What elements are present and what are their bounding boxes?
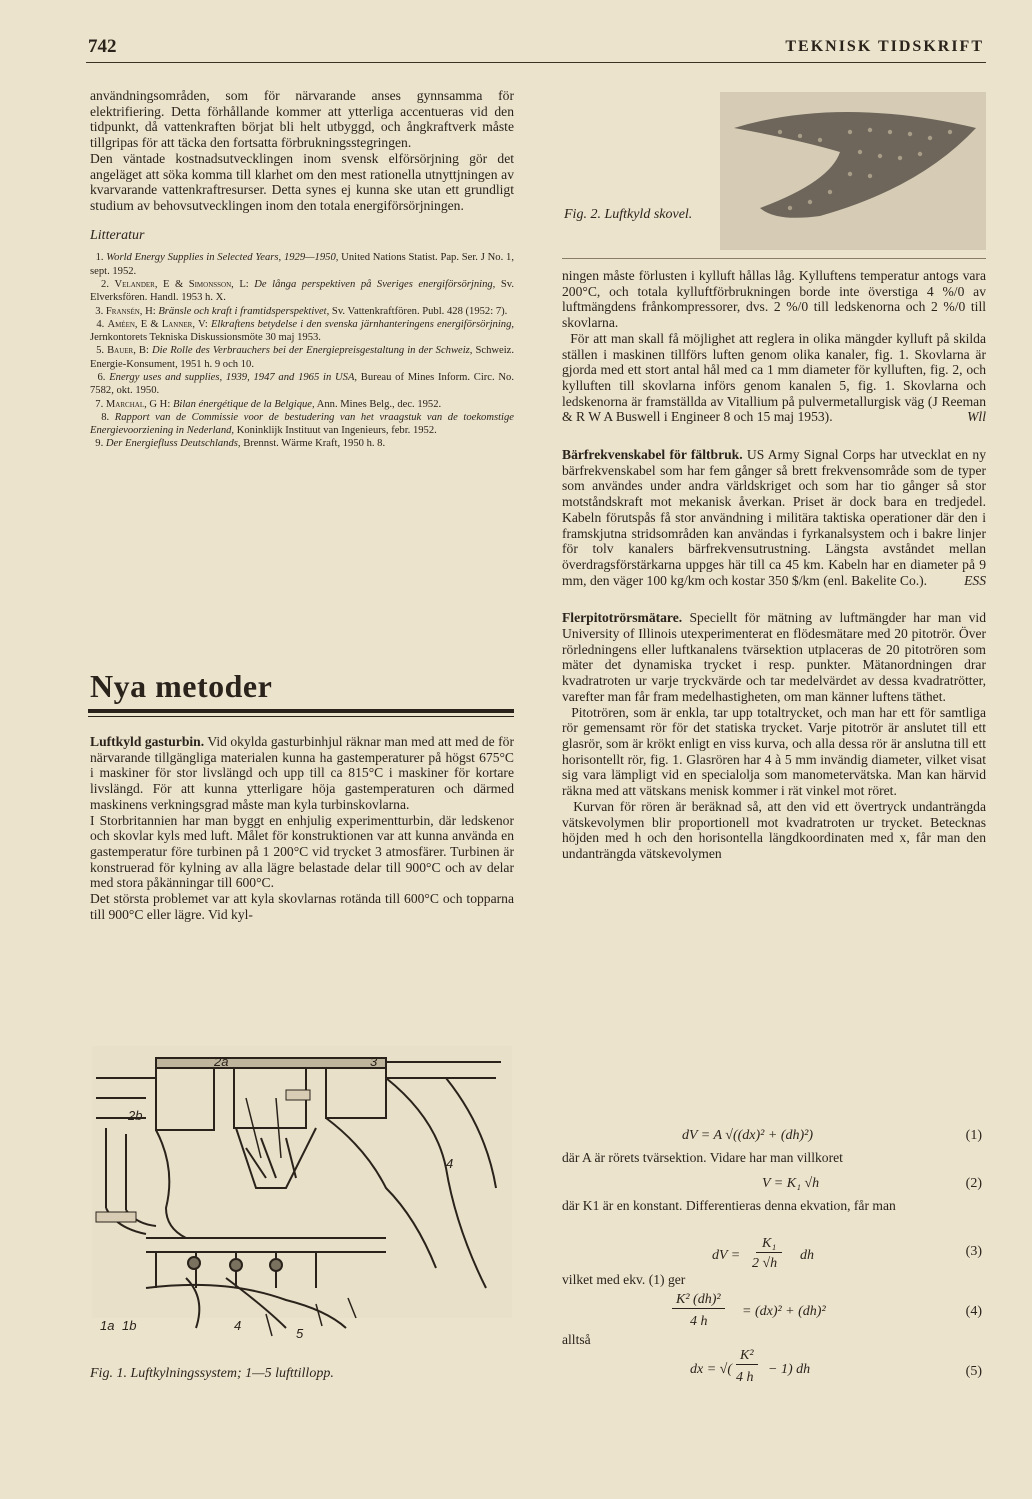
reference-number: 3. (90, 305, 106, 317)
fig1-label-4-bottom: 4 (234, 1318, 242, 1333)
reference-title: Energy uses and supplies, 1939, 1947 and 1965 in USA, (109, 372, 358, 383)
article1-title: Luftkyld gasturbin. (90, 734, 205, 749)
reference-item (90, 278, 514, 305)
article3-paragraph3: Kurvan för rören är beräknad så, att den vid ett övertryck undanträngda vätskevolymen blir proportionell mot kvadratroten ur trycket. Betecknas höjden med h och den horisontella längdkoordinaten med x, får man den undanträngda vätskevolymen (562, 798, 987, 861)
text-after-eq3: vilket med ekv. (1) ger (562, 1272, 686, 1287)
fig1-label-1b: 1b (122, 1318, 137, 1333)
equation-5-number: (5) (965, 1364, 982, 1379)
reference-title: Bränsle och kraft i framtidsperspektivet, (158, 305, 330, 317)
equation-1: dV = A √((dx)² + (dh)²) (1) (682, 1128, 982, 1143)
text-after-eq2: där K1 är en konstant. Differentieras denna ekvation, får man (562, 1198, 896, 1213)
reference-source: Sv. Elverksfören. Handl. 1953 h. X. (90, 278, 515, 304)
equation-3-number: (3) (965, 1244, 982, 1259)
figure-2-caption: Fig. 2. Luftkyld skovel. (564, 207, 693, 222)
reference-author: Marchal, G H: (105, 398, 173, 410)
reference-title: De långa perspektiven på Sveriges energiförsörjning, (254, 278, 496, 290)
equation-3: dV = K₁ 2 √h dh (3) (712, 1236, 982, 1271)
equation-2-number: (2) (965, 1176, 982, 1191)
reference-number: 1. (90, 252, 107, 264)
figure-2-separator (562, 258, 986, 259)
article-luftkyld-gasturbin (90, 734, 514, 922)
header-rule (86, 62, 986, 63)
reference-item (90, 371, 514, 398)
reference-source: Koninklijk Instituut van Ingenieurs, febr. 1952. (234, 425, 437, 437)
fig1-label-2a: 2a (214, 1054, 229, 1069)
reference-number: 4. (90, 318, 108, 330)
reference-item (90, 344, 514, 371)
reference-title: Die Rolle des Verbrauchers bei der Energiepreisgestaltung in der Schweiz, (151, 345, 473, 357)
article2-body: US Army Signal Corps har utvecklat en ny bärfrekvenskabel som har fem gånger så brett frekvensområde som de typer som användes under andra världskriget och som har tio gånger så stor motståndskraft mot mekanisk åverkan. Priset är dock bara en tredjedel. Kabeln förutspås få stor användning i militära taktiska operationer där den i framskjutna stridsområden kan användas i fyrkanalsystem och i bakre linjer för tolv kanalers bärfrekvensutrustning. Längsta avståndet mellan överdragsförstärkarna uppges här till ca 45 km. Kabeln har en diameter på 9 mm, den väger 100 kg/km och kostar 350 $/km (enl. Bakelite Co.). (562, 447, 986, 588)
reference-number: 8. (90, 411, 115, 423)
reference-list (90, 251, 514, 450)
reference-item (90, 437, 514, 450)
continued-paragraph2: För att man skall få möjlighet att reglera in olika mängder kylluft på skilda ställen i maskinen tillförs luften genom olika kanaler, fig. 1. Skovlarna är gjorda med ett stort antal hål med ca 1 mm diameter för kylluften, fig. 2, och kylluften till skovlarna införs genom kanalen 5, fig. 1. Skovlarna och ledskenorna är framställda av Vitallium på pulvermetallurgisk väg (J Reeman & R W A Buswell i Engineer 8 och 15 maj 1953). (562, 330, 986, 425)
reference-item (90, 398, 514, 411)
reference-item (90, 411, 514, 438)
reference-number: 7. (90, 398, 106, 410)
reference-number: 5. (90, 345, 108, 357)
reference-title: Der Energiefluss Deutschlands, (105, 438, 241, 450)
fig1-label-1a: 1a (100, 1318, 115, 1333)
reference-source: Ann. Mines Belg., dec. 1952. (314, 398, 442, 410)
article1-paragraph1: Vid okylda gasturbinhjul räknar man med att med de för närvarande tillgängliga materialen kunna ha gastemperaturer på högst 675°C i maskiner för stor livslängd och upp till ca 815°C i maskiner för kortare livslängd. För att kunna ytterligare höja gastemperaturen och därmed maskinens verkningsgrad måste man kyla turbinskovlarna. (90, 734, 514, 812)
equation-2: V = K₁ √h (2) (762, 1176, 982, 1191)
page-number: 742 (88, 36, 117, 57)
reference-author: Améen, E & Lanner, V: (107, 318, 211, 330)
fig1-label-5: 5 (296, 1326, 304, 1338)
reference-title: Elkraftens betydelse i den svenska järnhanteringens energiförsörjning, (210, 318, 515, 330)
reference-item (90, 318, 514, 345)
text-after-eq1: där A är rörets tvärsektion. Vidare har man villkoret (562, 1150, 843, 1165)
article1-paragraph3: Det största problemet var att kyla skovlarnas rotända till 600°C och topparna till 900°C eller lägre. Vid kyl- (90, 891, 514, 922)
reference-number: 2. (90, 278, 115, 290)
reference-author: Velander, E & Simonsson, L: (114, 278, 255, 290)
section-rule-thin (88, 716, 514, 717)
reference-author: Bauer, B: (107, 345, 152, 357)
equation-4: K² (dh)² 4 h = (dx)² + (dh)² (4) (562, 1292, 986, 1336)
section-rule-thick (88, 709, 514, 713)
reference-title: World Energy Supplies in Selected Years, 1929—1950, (106, 252, 339, 264)
article3-title: Flerpitotrörsmätare. (562, 610, 683, 626)
equation-1-number: (1) (965, 1128, 982, 1143)
reference-source: Schweiz. Energie-Konsument, 1951 h. 9 och 10. (90, 345, 515, 370)
reference-title: Rapport van de Commissie voor de bestudering van het vraagstuk van de toekomstige Energievoorziening in Nederland, (90, 411, 514, 437)
article3-paragraph2: Pitotrören, som är enkla, tar upp totaltrycket, och man har ett för samtliga rör gemensamt rör för det statiska trycket. Varje pitotrör är anslutet till ett glasrör, som är krökt enligt en viss kurva, och alla dessa rör är anslutna till ett horisontellt rör, fig. 1. Glasrören har 4 à 5 mm invändig diameter, vilket visat sig vara lämpligt vid en specialolja som manometervätska. Man kan härvid räkna med att vätskans menisk kommer i rät vinkel mot röret. (562, 704, 986, 799)
reference-source: United Nations Statist. Pap. Ser. J No. 1, sept. 1952. (90, 252, 514, 277)
article1-paragraph2: I Storbritannien har man byggt en enhjulig experimentturbin, där ledskenor och skovlar kyls med luft. Målet för konstruktionen var att kunna använda en gastemperatur före turbinen på 1 200°C vid trycket 3 atmosfärer. Turbinen är konstruerad för kylning av alla lägre belastade delar till 900°C och av delar med stora påkänningar till 600°C. (90, 812, 514, 891)
reference-author: Fransén, H: (105, 305, 159, 317)
article3-paragraph1: Speciellt för mätning av luftmängder har man vid University of Illinois utexperimenterat en flödesmätare med 20 pitotrör. Över rörledningens eller luftkanalens tvärsektion utplaceras de 20 pitotrören som mäter det dynamiska trycket i resp. punkter. Mätanordningen drar kvadratroten ur varje tryckvärde och tar medelvärdet av dessa kvadratrötter, varefter man får fram medelhastigheten, om man känner luftens täthet. (562, 610, 986, 704)
right-column (562, 268, 986, 862)
reference-source: Jernkontorets Tekniska Diskussionsmöte 30 maj 1953. (90, 332, 321, 344)
intro-paragraph: användningsområden, som för närvarande anses gynnsamma för elektrifiering. Detta förhållande kommer att ytterliga accentueras vid den tidpunkt, då vattenkraften börjat bli helt utbyggd, och ångkraftverk måste tillgripas för att täcka den fortsatta förbrukningsstegringen. (90, 88, 514, 151)
figure-2-photo (720, 92, 986, 250)
literature-heading: Litteratur (90, 227, 145, 243)
reference-number: 9. (90, 438, 106, 450)
text-after-eq4: alltså (562, 1332, 591, 1347)
paragraph-2: Den väntade kostnadsutvecklingen inom svensk elförsörjning gör det angeläget att söka komma till klarhet om den mest rationella utnyttjningen av kvarvarande vattenkraftresurser. Detta synes ej kunna ske utan ett grundligt studium av behovsutvecklingen inom den totala energiförsörjningen. (90, 150, 514, 213)
equation-4-number: (4) (965, 1304, 982, 1319)
figure-1-caption: Fig. 1. Luftkylningssystem; 1—5 lufttillopp. (90, 1366, 334, 1381)
signature-ess: ESS (964, 572, 986, 588)
continued-paragraph1: ningen måste förlusten i kylluft hållas låg. Kylluftens temperatur antogs vara 200°C, och totala kylluftförbrukningen borde inte överstiga 4 %/0 av luftmängdens frånkompressorer, dvs. 2 %/0 till ledskenorna och 2 %/0 till skovlarna. (562, 268, 986, 331)
figure-1-diagram (86, 1038, 516, 1338)
reference-source: Brennst. Wärme Kraft, 1950 h. 8. (240, 438, 386, 450)
reference-source: Sv. Vattenkraftfören. Publ. 428 (1952: 7). (329, 305, 508, 317)
journal-title: TEKNISK TIDSKRIFT (785, 38, 984, 55)
reference-title: Bilan énergétique de la Belgique, (172, 398, 315, 410)
reference-item (90, 251, 514, 278)
section-title: Nya metoder (90, 668, 273, 704)
fig1-label-3: 3 (370, 1054, 378, 1069)
reference-source: Bureau of Mines Inform. Circ. No. 7582, okt. 1950. (90, 372, 515, 397)
reference-number: 6. (90, 372, 110, 383)
article2-title: Bärfrekvenskabel för fältbruk. (562, 447, 743, 463)
signature-wll: Wll (967, 409, 986, 425)
left-column (90, 88, 514, 451)
reference-item (90, 305, 514, 318)
fig1-label-2b: 2b (128, 1108, 143, 1123)
fig1-label-4-right: 4 (446, 1156, 454, 1171)
equation-5: dx = √( K² 4 h − 1) dh (5) (690, 1348, 982, 1385)
